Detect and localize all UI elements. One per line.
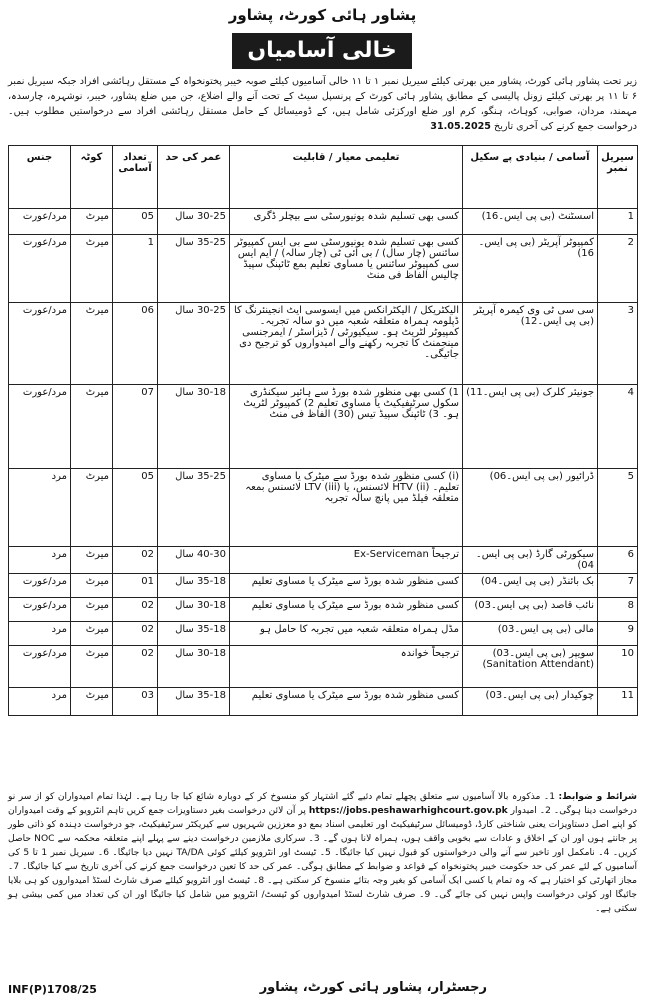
age-cell: 30-25 سال: [158, 303, 230, 385]
gender-cell: مرد: [9, 688, 71, 716]
count-cell: 05: [113, 469, 158, 547]
table-row: [9, 574, 638, 598]
post-cell: سیکورٹی گارڈ (بی پی ایس۔04): [463, 547, 598, 574]
quota-cell: میرٹ: [71, 235, 113, 303]
table-row: [9, 209, 638, 235]
post-cell: سی سی ٹی وی کیمرہ آپریٹر (بی پی ایس۔12): [463, 303, 598, 385]
serial-cell: 6: [598, 547, 638, 574]
age-cell: 35-18 سال: [158, 688, 230, 716]
serial-cell: 7: [598, 574, 638, 598]
post-cell: نائب قاصد (بی پی ایس۔03): [463, 598, 598, 622]
age-cell: 30-18 سال: [158, 385, 230, 469]
quota-cell: میرٹ: [71, 574, 113, 598]
court-name: پشاور ہائی کورٹ، پشاور: [228, 6, 417, 24]
header-qualification: تعلیمی معیار / قابلیت: [230, 146, 463, 209]
quota-cell: میرٹ: [71, 209, 113, 235]
qualification-cell: کسی منظور شدہ بورڈ سے میٹرک یا مساوی تعلیم: [230, 574, 463, 598]
reference-number: INF(P)1708/25: [8, 983, 97, 996]
table-row: [9, 235, 638, 303]
count-cell: 05: [113, 209, 158, 235]
serial-cell: 2: [598, 235, 638, 303]
intro-paragraph: [8, 74, 637, 134]
gender-cell: مرد/عورت: [9, 209, 71, 235]
header-quota: کوٹہ: [71, 146, 113, 209]
count-cell: 02: [113, 646, 158, 688]
post-cell: سویپر (بی پی ایس۔03) (Sanitation Attendant): [463, 646, 598, 688]
qualification-cell: ترجیحاً Ex-Serviceman: [230, 547, 463, 574]
table-row: [9, 469, 638, 547]
quota-cell: میرٹ: [71, 385, 113, 469]
qualification-cell: ترجیحاً خواندہ: [230, 646, 463, 688]
qualification-cell: کسی بھی تسلیم شدہ یونیورسٹی سے بیچلر ڈگری: [230, 209, 463, 235]
qualification-cell: مڈل ہمراہ متعلقہ شعبہ میں تجربہ کا حامل ہو: [230, 622, 463, 646]
quota-cell: میرٹ: [71, 469, 113, 547]
qualification-cell: کسی منظور شدہ بورڈ سے میٹرک یا مساوی تعلیم: [230, 688, 463, 716]
count-cell: 02: [113, 598, 158, 622]
age-cell: 30-18 سال: [158, 646, 230, 688]
table-header-row: [9, 146, 638, 209]
table-row: [9, 598, 638, 622]
terms-heading: شرائط و ضوابط:: [558, 792, 637, 802]
post-cell: مالی (بی پی ایس۔03): [463, 622, 598, 646]
gender-cell: مرد/عورت: [9, 235, 71, 303]
age-cell: 40-30 سال: [158, 547, 230, 574]
gender-cell: مرد/عورت: [9, 598, 71, 622]
post-cell: بک بائنڈر (بی پی ایس۔04): [463, 574, 598, 598]
serial-cell: 10: [598, 646, 638, 688]
table-row: [9, 385, 638, 469]
post-cell: جونیئر کلرک (بی پی ایس۔11): [463, 385, 598, 469]
post-cell: چوکیدار (بی پی ایس۔03): [463, 688, 598, 716]
serial-cell: 8: [598, 598, 638, 622]
last-date: 31.05.2025: [430, 121, 491, 132]
vacancies-table: [8, 145, 638, 716]
age-cell: 30-18 سال: [158, 598, 230, 622]
qualification-cell: الیکٹریکل / الیکٹرانکس میں ایسوسی ایٹ انجینئرنگ کا ڈپلومہ ہمراہ متعلقہ شعبہ میں دو سالہ تجربہ۔ کمپیوٹر لٹریٹ ہو۔ سیکیورٹی / ڈیزاسٹر / ایمرجنسی مینجمنٹ کا تجربہ رکھنے والے امیدواروں کو ترجیح دی جائیگی۔: [230, 303, 463, 385]
count-cell: 02: [113, 547, 158, 574]
post-cell: ڈرائیور (بی پی ایس۔06): [463, 469, 598, 547]
age-cell: 35-25 سال: [158, 469, 230, 547]
footer: [8, 980, 637, 1000]
count-cell: 02: [113, 622, 158, 646]
table-row: [9, 622, 638, 646]
qualification-cell: کسی بھی تسلیم شدہ یونیورسٹی سے بی ایس کمپیوٹر سائنس (چار سال) / بی آئی ٹی (چار سالہ) / ایم ایس سی کمپیوٹر سائنس یا مساوی تعلیم بمع ٹائپنگ سپیڈ چالیس الفاظ فی منٹ: [230, 235, 463, 303]
serial-cell: 3: [598, 303, 638, 385]
quota-cell: میرٹ: [71, 646, 113, 688]
count-cell: 06: [113, 303, 158, 385]
quota-cell: میرٹ: [71, 688, 113, 716]
age-cell: 35-18 سال: [158, 574, 230, 598]
jobs-portal-link[interactable]: https://jobs.peshawarhighcourt.gov.pk: [308, 806, 508, 816]
quota-cell: میرٹ: [71, 547, 113, 574]
terms-text-1: 1۔ مذکورہ بالا آسامیوں سے متعلق پچھلے تمام دئیے گئے اشتہار کو منسوخ کر کے دوبارہ شائع کیا جا رہا ہے۔ لہٰذا تمام امیدواران کو از سر نو درخواست دینا ہوگی۔ 2۔ امیدوار: [8, 792, 637, 816]
quota-cell: میرٹ: [71, 303, 113, 385]
intro-text: زیر تحت پشاور ہائی کورٹ، پشاور میں بھرتی کیلئے سیریل نمبر ۱ تا ۱۱ خالی آسامیوں کیلئے صوبہ خیبر پختونخواہ کے مستقل رہائشی افراد جبکہ سیریل نمبر ۶ تا ۱۱ پر بھرتی کیلئے زونل پالیسی کے مطابق پشاور ہائی کورٹ کے پرنسپل سیٹ کے تحت آنے والے اضلاع، جن میں ضلع پشاور، خیبر، نوشہرہ، چارسدہ، مہمند، مردان، صوابی، کوہاٹ، ہنگو، کرم اور ضلع اورکزئی شامل ہیں، کے ڈومیسائل کے حامل مستقل رہائشی افراد سے درخواستیں مطلوب ہیں۔ درخواست جمع کرنے کی آخری تاریخ: [8, 76, 638, 132]
header-serial: سیریل نمبر: [598, 146, 638, 209]
vacancies-banner: خالی آسامیاں: [232, 33, 412, 69]
age-cell: 30-25 سال: [158, 209, 230, 235]
age-cell: 35-25 سال: [158, 235, 230, 303]
gender-cell: مرد: [9, 469, 71, 547]
count-cell: 1: [113, 235, 158, 303]
gender-cell: مرد: [9, 622, 71, 646]
serial-cell: 11: [598, 688, 638, 716]
gender-cell: مرد/عورت: [9, 385, 71, 469]
quota-cell: میرٹ: [71, 598, 113, 622]
qualification-cell: (i) کسی منظور شدہ بورڈ سے میٹرک یا مساوی تعلیم۔ (ii) HTV لائسنس، یا (iii) LTV لائسنس بمعہ متعلقہ فیلڈ میں پانچ سالہ تجربہ: [230, 469, 463, 547]
post-cell: اسسٹنٹ (بی پی ایس۔16): [463, 209, 598, 235]
count-cell: 07: [113, 385, 158, 469]
header-age: عمر کی حد: [158, 146, 230, 209]
count-cell: 01: [113, 574, 158, 598]
header-gender: جنس: [9, 146, 71, 209]
table-row: [9, 646, 638, 688]
table-row: [9, 688, 638, 716]
serial-cell: 4: [598, 385, 638, 469]
serial-cell: 9: [598, 622, 638, 646]
terms-section: [8, 790, 637, 916]
gender-cell: مرد/عورت: [9, 574, 71, 598]
gender-cell: مرد/عورت: [9, 303, 71, 385]
header-post: آسامی / بنیادی پے سکیل: [463, 146, 598, 209]
header-count: تعداد آسامی: [113, 146, 158, 209]
gender-cell: مرد: [9, 547, 71, 574]
table-row: [9, 547, 638, 574]
qualification-cell: کسی منظور شدہ بورڈ سے میٹرک یا مساوی تعلیم: [230, 598, 463, 622]
registrar-signature: رجسٹرار، پشاور ہائی کورٹ، پشاور: [259, 980, 487, 995]
qualification-cell: 1) کسی بھی منظور شدہ بورڈ سے ہائیر سیکنڈری سکول سرٹیفیکیٹ یا مساوی تعلیم 2) کمپیوٹر لٹریٹ ہو۔ 3) ٹائپنگ سپیڈ تیس (30) الفاظ فی منٹ: [230, 385, 463, 469]
serial-cell: 1: [598, 209, 638, 235]
post-cell: کمپیوٹر آپریٹر (بی پی ایس۔16): [463, 235, 598, 303]
terms-text-2: پر آن لائن درخواست بغیر دستاویزات جمع کریں تاہم انٹرویو کے وقت امیدواران کو اپنے اصل دستاویزات یعنی شناختی کارڈ، ڈومیسائل سرٹیفیکیٹ اور تعلیمی اسناد بمع دو معززین شہریوں سے کیریکٹر سرٹیفیکیٹ، جو درخواست دہندہ کو ذاتی طور پر جانتے ہوں اور ان کے اخلاق و عادات سے بخوبی واقف ہوں، ہمراہ لانا ہوں گے۔ 3۔ سرکاری ملازمین درخواست دینے سے پہلے اپنے متعلقہ محکمہ سے NOC حاصل کریں۔ 4۔ نامکمل اور تاخیر سے آنے والی درخواستوں کو قبول نہیں کیا جائیگا۔ 5۔ ٹیسٹ اور انٹرویو کیلئے کوئی TA/DA نہیں دیا جائیگا۔ 6۔ سیریل نمبر 1 تا 5 کی آسامیوں کے لئے عمر کی حد حکومت خیبر پختونخواہ کے قواعد و ضوابط کے مطابق ہوگی۔ عمر کی حد کا تعین درخواست جمع کرنے کی آخری تاریخ سے کیا جائیگا۔ 7۔ مجاز اتھارٹی کو اختیار ہے کہ وہ تمام یا کسی ایک آسامی کو بغیر وجہ بتائے منسوخ کر سکتی ہے۔ 8۔ ٹیسٹ اور انٹرویو کیلئے صرف شارٹ لسٹڈ امیدواروں کو ہی بلایا جائیگا اور کوئی درخواست واپس نہیں کی جائے گی۔ 9۔ صرف شارٹ لسٹڈ امیدواروں کو ٹیسٹ/ انٹرویو میں شامل کیا جائیگا اور ان کی تعداد میں کمی بیشی ہو سکتی ہے۔: [8, 806, 637, 914]
quota-cell: میرٹ: [71, 622, 113, 646]
gender-cell: مرد/عورت: [9, 646, 71, 688]
age-cell: 35-18 سال: [158, 622, 230, 646]
count-cell: 03: [113, 688, 158, 716]
serial-cell: 5: [598, 469, 638, 547]
table-row: [9, 303, 638, 385]
